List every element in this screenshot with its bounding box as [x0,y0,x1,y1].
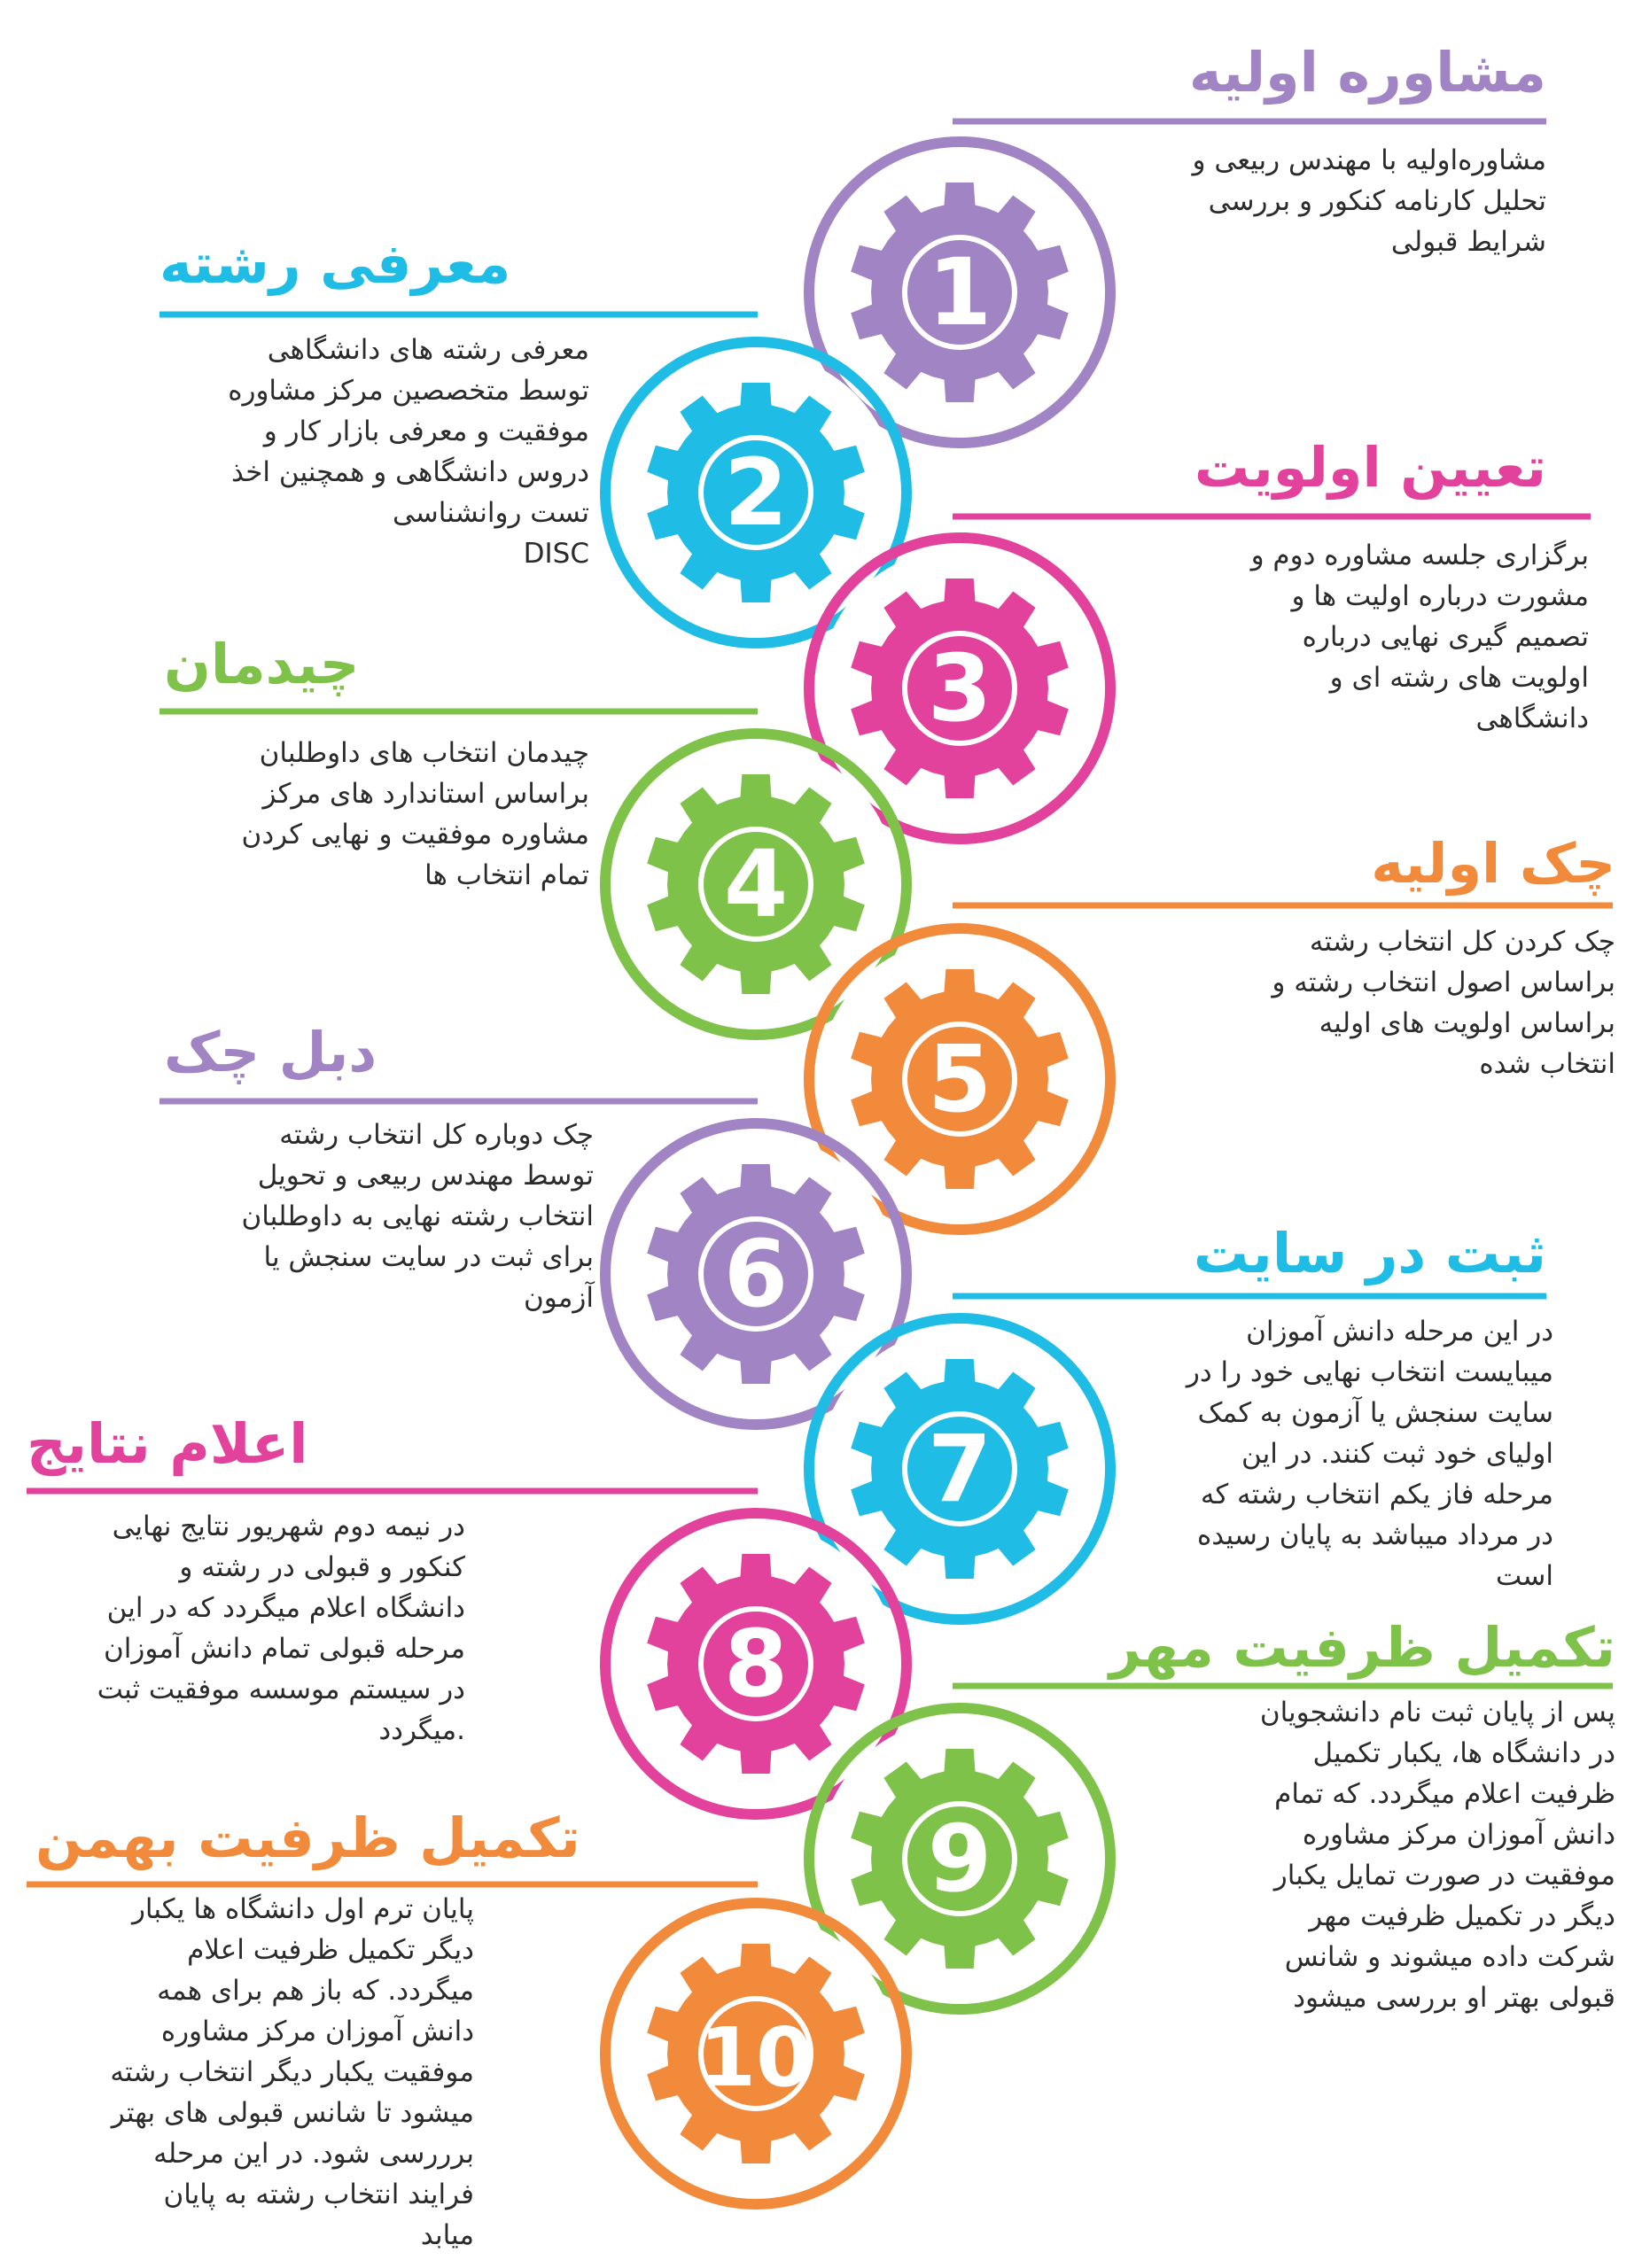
step-3-number: 3 [927,634,992,742]
step-4-description: چیدمان انتخاب های داوطلبان براساس استاندارد های مرکز مشاوره موفقیت و نهایی کردن تمام انتخاب ها [241,737,589,891]
step-5-description: چک کردن کل انتخاب رشته براساس اصول انتخاب رشته و براساس اولویت های اولیه انتخاب شده [1272,926,1615,1080]
step-1-number: 1 [927,238,992,346]
step-3-title: تعیین اولویت [1194,435,1546,500]
step-2-description: معرفی رشته های دانشگاهی توسط متخصصین مرکز مشاوره موفقیت و معرفی بازار کار و دروس دانشگاهی و همچنین اخذ تست روانشناسی DISC [228,334,589,570]
step-4-title: چیدمان [164,632,360,696]
step-9-description: پس از پایان ثبت نام دانشجویان در دانشگاه ها، یکبار تکمیل ظرفیت اعلام میگردد. که تمام دانش آموزان مرکز مشاوره موفقیت در صورت تمایل یکبار دیگر در تکمیل ظرفیت مهر شرکت داده میشوند و شانس قبولی بهتر او بررسی میشود [1259,1697,1615,2014]
step-7-number: 7 [927,1415,992,1523]
step-8-title: اعلام نتایج [27,1411,308,1476]
step-9-number: 9 [927,1805,992,1913]
step-10-number: 10 [698,2010,813,2105]
step-6-title: دبل چک [164,1020,377,1084]
step-2-title: معرفی رشته [160,231,511,296]
step-10-description: پایان ترم اول دانشگاه ها یکبار دیگر تکمیل ظرفیت اعلام میگردد. که باز هم برای همه دانش آموزان مرکز مشاوره موفقیت یکبار دیگر انتخاب رشته میشود تا شانس قبولی های بهتر برررسی شود. در این مرحله فرایند انتخاب رشته به پایان میابد [110,1893,474,2251]
step-5-number: 5 [927,1025,992,1133]
step-2-number: 2 [723,439,789,547]
step-1-title: مشاوره اولیه [1188,40,1546,105]
step-7-title: ثبت در سایت [1193,1221,1546,1285]
step-9-title: تکمیل ظرفیت مهر [1109,1615,1615,1680]
step-6-number: 6 [723,1220,789,1328]
step-5-title: چک اولیه [1371,831,1615,896]
step-8-number: 8 [723,1610,789,1718]
step-3-description: برگزاری جلسه مشاوره دوم و مشورت درباره اولیت ها و تصمیم گیری نهایی درباره اولویت های رشته ای و دانشگاهی [1250,540,1589,734]
step-8-description: در نیمه دوم شهریور نتایج نهایی کنکور و قبولی در رشته و دانشگاه اعلام میگردد که در این مرحله قبولی تمام دانش آموزان در سیستم موسسه موفقیت ثبت .میگردد [97,1511,465,1746]
step-7-description: در این مرحله دانش آموزان میبایست انتخاب نهایی خود را در سایت سنجش یا آزمون به کمک اولیای خود ثبت کنند. در این مرحله فاز یکم انتخاب رشته که در مرداد میباشد به پایان رسیده است [1186,1316,1553,1592]
step-6-description: چک دوباره کل انتخاب رشته توسط مهندس ربیعی و تحویل انتخاب رشته نهایی به داوطلبان برای ثبت در سایت سنجش یا آزمون [241,1119,594,1314]
step-4-number: 4 [723,830,789,938]
step-10-title: تکمیل ظرفیت بهمن [35,1806,580,1870]
step-1-description: مشاوره‌اولیه با مهندس ربیعی و تحلیل کارنامه کنکور و بررسی شرایط قبولی [1192,144,1546,258]
